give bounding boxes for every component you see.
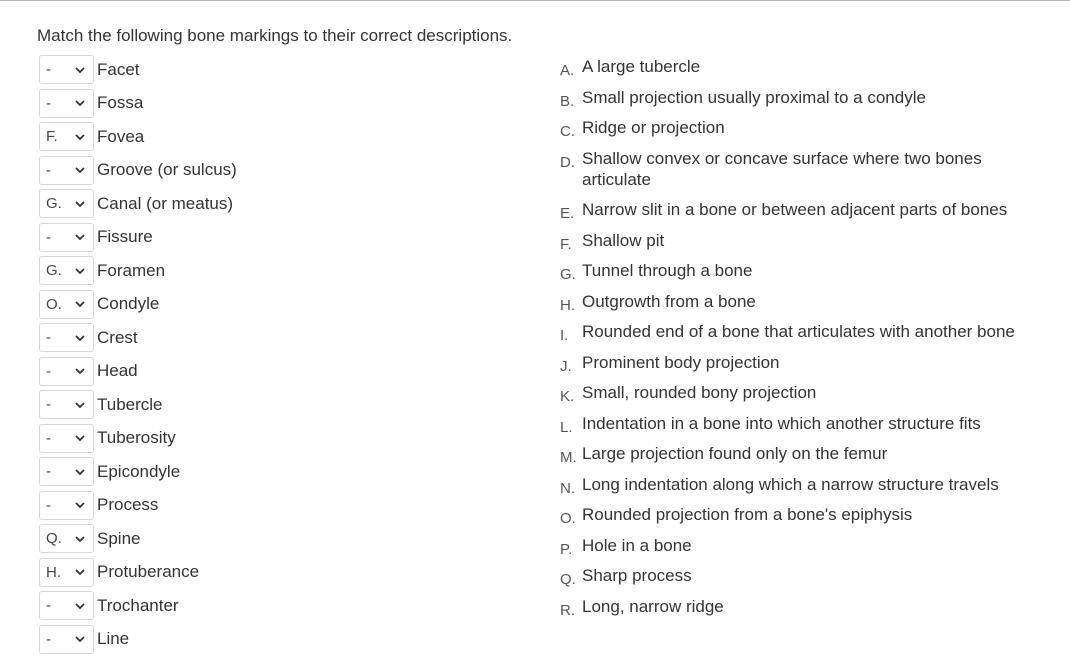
dropdown-selected-value: - <box>46 430 60 447</box>
description-text: Shallow pit <box>582 230 1052 251</box>
description-item <box>560 413 1060 444</box>
answer-dropdown[interactable] <box>39 357 94 386</box>
description-text: Hole in a bone <box>582 535 1052 556</box>
answer-dropdown[interactable] <box>39 323 94 352</box>
description-text: Small, rounded bony projection <box>582 382 1052 403</box>
term-label: Head <box>97 361 138 381</box>
chevron-down-icon <box>74 633 86 645</box>
chevron-down-icon <box>74 64 86 76</box>
description-letter: D. <box>560 148 582 173</box>
question-prompt: Match the following bone markings to their correct descriptions. <box>37 26 512 46</box>
chevron-down-icon <box>74 131 86 143</box>
description-letter: K. <box>560 382 582 407</box>
term-label: Facet <box>97 60 140 80</box>
description-letter: N. <box>560 474 582 499</box>
chevron-down-icon <box>74 566 86 578</box>
description-item <box>560 148 1060 200</box>
match-row <box>39 556 539 590</box>
description-text: A large tubercle <box>582 56 1052 77</box>
answer-dropdown[interactable] <box>39 524 94 553</box>
dropdown-selected-value: - <box>46 329 60 346</box>
answer-dropdown[interactable] <box>39 591 94 620</box>
chevron-down-icon <box>74 332 86 344</box>
description-letter: A. <box>560 56 582 81</box>
term-label: Tuberosity <box>97 428 176 448</box>
match-row <box>39 422 539 456</box>
dropdown-selected-value: G. <box>46 262 62 279</box>
description-text: Long, narrow ridge <box>582 596 1052 617</box>
top-divider <box>0 0 1070 1</box>
description-item <box>560 260 1060 291</box>
answer-dropdown[interactable] <box>39 89 94 118</box>
description-item <box>560 291 1060 322</box>
description-text: Long indentation along which a narrow structure travels <box>582 474 1052 495</box>
dropdown-selected-value: - <box>46 95 60 112</box>
answer-dropdown[interactable] <box>39 122 94 151</box>
match-row <box>39 489 539 523</box>
term-label: Protuberance <box>97 562 199 582</box>
description-text: Sharp process <box>582 565 1052 586</box>
description-item <box>560 352 1060 383</box>
answer-dropdown[interactable] <box>39 55 94 84</box>
description-text: Tunnel through a bone <box>582 260 1052 281</box>
term-label: Foramen <box>97 261 165 281</box>
term-label: Tubercle <box>97 395 163 415</box>
match-row <box>39 221 539 255</box>
chevron-down-icon <box>74 600 86 612</box>
chevron-down-icon <box>74 265 86 277</box>
description-letter: G. <box>560 260 582 285</box>
answer-dropdown[interactable] <box>39 256 94 285</box>
term-label: Fissure <box>97 227 153 247</box>
dropdown-selected-value: Q. <box>46 530 62 547</box>
match-row <box>39 87 539 121</box>
answer-dropdown[interactable] <box>39 223 94 252</box>
dropdown-selected-value: - <box>46 597 60 614</box>
description-text: Small projection usually proximal to a condyle <box>582 87 1052 108</box>
term-label: Spine <box>97 529 140 549</box>
description-text: Outgrowth from a bone <box>582 291 1052 312</box>
description-item <box>560 443 1060 474</box>
description-letter: H. <box>560 291 582 316</box>
dropdown-selected-value: - <box>46 162 60 179</box>
description-letter: F. <box>560 230 582 255</box>
match-row <box>39 288 539 322</box>
term-label: Trochanter <box>97 596 179 616</box>
description-letter: L. <box>560 413 582 438</box>
description-item <box>560 596 1060 627</box>
term-label: Line <box>97 629 129 649</box>
term-label: Crest <box>97 328 138 348</box>
dropdown-selected-value: - <box>46 497 60 514</box>
description-item <box>560 87 1060 118</box>
answer-dropdown[interactable] <box>39 424 94 453</box>
answer-dropdown[interactable] <box>39 189 94 218</box>
dropdown-selected-value: G. <box>46 195 62 212</box>
term-label: Fossa <box>97 93 143 113</box>
description-text: Rounded end of a bone that articulates with another bone <box>582 321 1052 342</box>
answer-dropdown[interactable] <box>39 457 94 486</box>
description-item <box>560 56 1060 87</box>
description-text: Large projection found only on the femur <box>582 443 1052 464</box>
term-label: Groove (or sulcus) <box>97 160 237 180</box>
match-row <box>39 522 539 556</box>
chevron-down-icon <box>74 365 86 377</box>
dropdown-selected-value: - <box>46 396 60 413</box>
description-text: Prominent body projection <box>582 352 1052 373</box>
match-row <box>39 321 539 355</box>
description-text: Rounded projection from a bone's epiphysis <box>582 504 1052 525</box>
description-item <box>560 504 1060 535</box>
answer-dropdown[interactable] <box>39 390 94 419</box>
description-item <box>560 565 1060 596</box>
description-letter: E. <box>560 199 582 224</box>
description-item <box>560 117 1060 148</box>
description-letter: J. <box>560 352 582 377</box>
description-letter: C. <box>560 117 582 142</box>
chevron-down-icon <box>74 298 86 310</box>
dropdown-selected-value: F. <box>46 128 60 145</box>
match-row <box>39 120 539 154</box>
match-row <box>39 355 539 389</box>
description-letter: O. <box>560 504 582 529</box>
term-label: Process <box>97 495 158 515</box>
dropdown-selected-value: O. <box>46 296 62 313</box>
chevron-down-icon <box>74 164 86 176</box>
match-row <box>39 623 539 656</box>
description-item <box>560 382 1060 413</box>
term-label: Condyle <box>97 294 159 314</box>
answer-dropdown[interactable] <box>39 558 94 587</box>
term-label: Canal (or meatus) <box>97 194 233 214</box>
chevron-down-icon <box>74 499 86 511</box>
description-letter: I. <box>560 321 582 346</box>
description-letter: Q. <box>560 565 582 590</box>
description-text: Shallow convex or concave surface where two bones articulate <box>582 148 1052 190</box>
chevron-down-icon <box>74 198 86 210</box>
answer-dropdown[interactable] <box>39 625 94 654</box>
chevron-down-icon <box>74 399 86 411</box>
description-item <box>560 535 1060 566</box>
match-row <box>39 589 539 623</box>
chevron-down-icon <box>74 533 86 545</box>
dropdown-selected-value: H. <box>46 564 61 581</box>
chevron-down-icon <box>74 466 86 478</box>
description-text: Indentation in a bone into which another structure fits <box>582 413 1052 434</box>
term-label: Fovea <box>97 127 144 147</box>
description-item <box>560 474 1060 505</box>
description-item <box>560 321 1060 352</box>
description-letter: R. <box>560 596 582 621</box>
description-text: Narrow slit in a bone or between adjacent parts of bones <box>582 199 1052 220</box>
description-item <box>560 199 1060 230</box>
description-text: Ridge or projection <box>582 117 1052 138</box>
dropdown-selected-value: - <box>46 61 60 78</box>
answer-dropdown[interactable] <box>39 491 94 520</box>
dropdown-selected-value: - <box>46 229 60 246</box>
match-row <box>39 154 539 188</box>
matching-terms-list <box>39 53 539 656</box>
match-row <box>39 254 539 288</box>
match-row <box>39 53 539 87</box>
dropdown-selected-value: - <box>46 363 60 380</box>
chevron-down-icon <box>74 432 86 444</box>
description-letter: B. <box>560 87 582 112</box>
dropdown-selected-value: - <box>46 463 60 480</box>
match-row <box>39 455 539 489</box>
description-letter: M. <box>560 443 582 468</box>
answer-dropdown[interactable] <box>39 290 94 319</box>
match-row <box>39 388 539 422</box>
descriptions-list <box>560 56 1060 626</box>
term-label: Epicondyle <box>97 462 180 482</box>
chevron-down-icon <box>74 231 86 243</box>
dropdown-selected-value: - <box>46 631 60 648</box>
answer-dropdown[interactable] <box>39 156 94 185</box>
description-letter: P. <box>560 535 582 560</box>
description-item <box>560 230 1060 261</box>
chevron-down-icon <box>74 97 86 109</box>
match-row <box>39 187 539 221</box>
